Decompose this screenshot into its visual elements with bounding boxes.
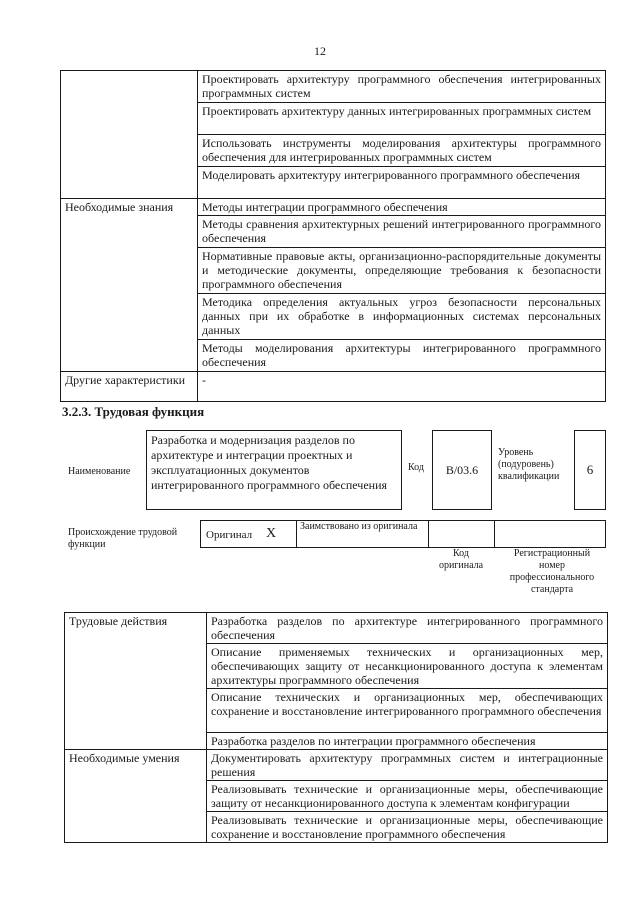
origin-original-mark: Х [266,526,277,541]
table-row: Разработка разделов по интеграции программного обеспечения [207,733,608,750]
function-name-box [146,430,402,510]
origin-divider [428,520,429,548]
origin-borrowed-label: Заимствовано из оригинала [300,521,418,532]
bottom-skills-table [64,612,608,843]
function-name-value: Разработка и модернизация разделов по архитектуре и интеграции проектных и эксплуатационных документов интегрированного программного обеспечения [151,433,388,492]
table-row: Реализовывать технические и организационные меры, обеспечивающие сохранение и восстановление программного обеспечения [207,812,608,843]
code-label: Код [408,462,424,473]
origin-divider [296,520,297,548]
table-row: Методика определения актуальных угроз безопасности персональных данных при их обработке в информационных системах персональных данных [198,294,606,340]
table-row: Методы интеграции программного обеспечения [198,199,606,216]
section-heading: 3.2.3. Трудовая функция [62,404,205,419]
origin-reg-caption: Регистрационный номер профессионального стандарта [509,548,595,595]
table-row: Методы моделирования архитектуры интегрированного программного обеспечения [198,340,606,372]
code-value-box [432,430,492,510]
table-row: Разработка разделов по архитектуре интегрированного программного обеспечения [207,613,608,644]
table-row: Описание технических и организационных мер, обеспечивающих сохранение и восстановление интегрированного программного обеспечения [207,689,608,733]
table-label-cell: Необходимые умения [65,750,207,843]
level-value: 6 [586,462,594,477]
origin-divider [494,520,495,548]
table-label-cell [61,71,198,199]
table-row: Моделировать архитектуру интегрированного программного обеспечения [198,167,606,199]
level-value-box [574,430,606,510]
table-row: Реализовывать технические и организационные меры, обеспечивающие защиту от несанкционированного доступа к элементам конфигурации [207,781,608,812]
table-label-cell: Необходимые знания [61,199,198,372]
level-label: Уровень (подуровень) квалификации [498,447,560,482]
page-number: 12 [314,44,326,58]
table-row: Использовать инструменты моделирования архитектуры программного обеспечения для интегрированных программных систем [198,135,606,167]
table-row: Описание применяемых технических и организационных мер, обеспечивающих защиту от несанкционированного доступа к элементам архитектуры программного обеспечения [207,644,608,689]
origin-code-caption: Код оригинала [438,548,484,571]
table-row: - [198,372,606,402]
table-row: Проектировать архитектуру данных интегрированных программных систем [198,103,606,135]
name-label: Наименование [68,466,131,477]
origin-label: Происхождение трудовой функции [68,527,178,550]
code-value: В/03.6 [445,462,479,477]
table-row: Нормативные правовые акты, организационно-распорядительные документы и методические документы, определяющие требования к безопасности программного обеспечения [198,248,606,294]
table-row: Документировать архитектуру программных систем и интеграционные решения [207,750,608,781]
origin-original-label: Оригинал [206,529,253,541]
table-row: Методы сравнения архитектурных решений интегрированного программного обеспечения [198,216,606,248]
top-skills-table [60,70,606,402]
table-label-cell: Трудовые действия [65,613,207,750]
table-row: Проектировать архитектуру программного обеспечения интегрированных программных систем [198,71,606,103]
table-label-cell: Другие характеристики [61,372,198,402]
